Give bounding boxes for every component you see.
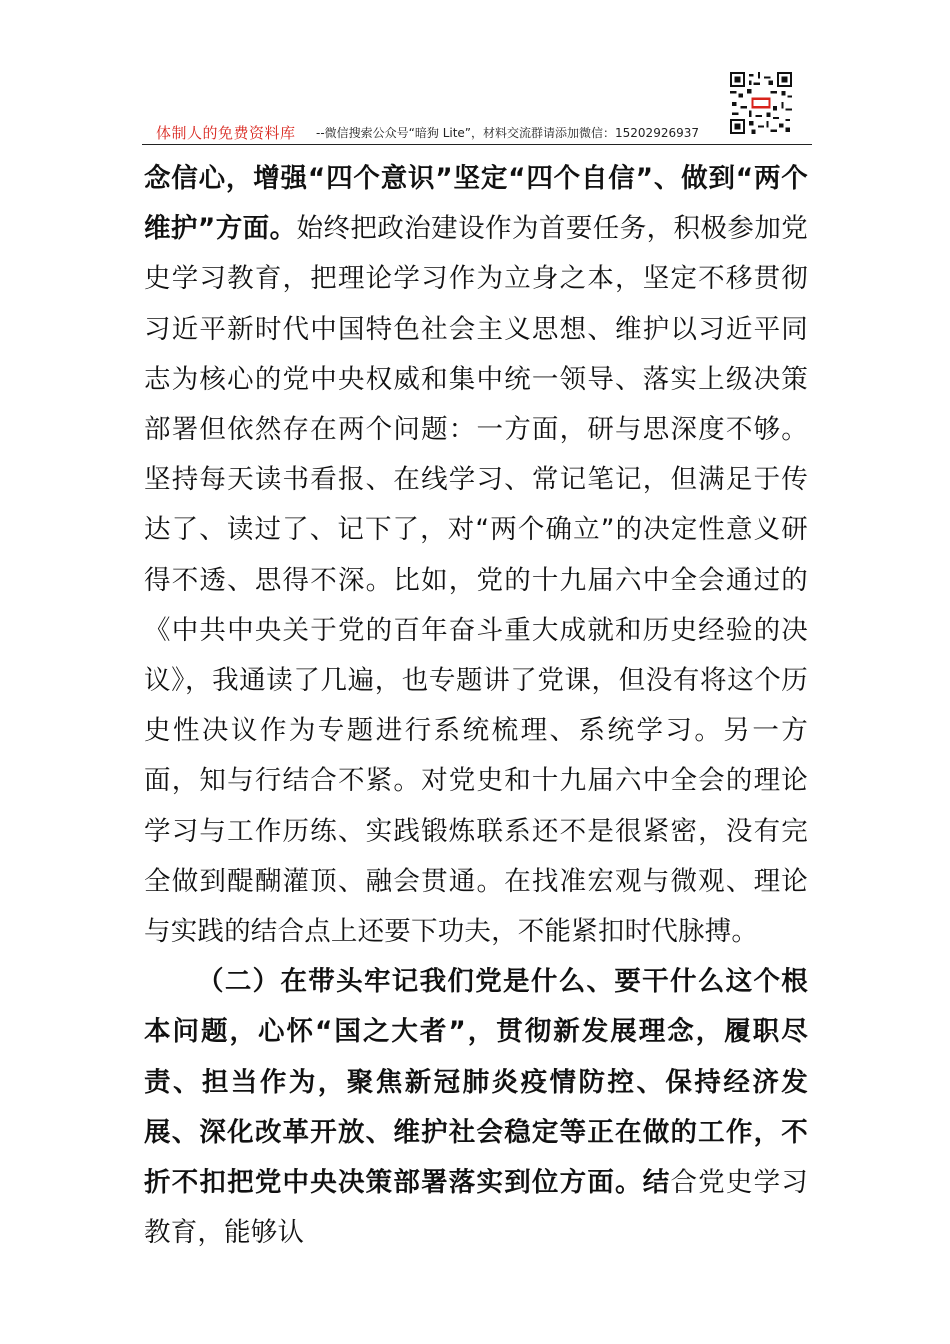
paragraph-1 bbox=[144, 154, 808, 957]
paragraph-2 bbox=[144, 957, 808, 1258]
page-header bbox=[142, 70, 812, 146]
paragraph-2-heading: （二）在带头牢记我们党是什么、要干什么这个根本问题，心怀“国之大者”，贯彻新发展理念，履职尽责、担当作为，聚焦新冠肺炎疫情防控、保持经济发展、深化改革开放、维护社会稳定等正在做的工作，不折不扣把党中央决策部署落实到位方面。结 bbox=[144, 966, 808, 1199]
document-body bbox=[144, 154, 808, 1258]
qr-code-icon bbox=[730, 72, 792, 134]
paragraph-1-text: 始终把政治建设作为首要任务，积极参加党史学习教育，把理论学习作为立身之本，坚定不移贯彻习近平新时代中国特色社会主义思想、维护以习近平同志为核心的党中央权威和集中统一领导、落实上级决策部署但依然存在两个问题：一方面，研与思深度不够。坚持每天读书看报、在线学习、常记笔记，但满足于传达了、读过了、记下了，对“两个确立”的决定性意义研得不透、思得不深。比如，党的十九届六中全会通过的《中共中央关于党的百年奋斗重大成就和历史经验的决议》，我通读了几遍，也专题讲了党课，但没有将这个历史性决议作为专题进行系统梳理、系统学习。另一方面，知与行结合不紧。对党史和十九届六中全会的理论学习与工作历练、实践锻炼联系还不是很紧密，没有完全做到醍醐灌顶、融会贯通。在找准宏观与微观、理论与实践的结合点上还要下功夫，不能紧扣时代脉搏。 bbox=[144, 213, 808, 948]
paragraph-1-heading: 念信心，增强“四个意识”坚定“四个自信”、做到“两个维护”方面。 bbox=[144, 163, 808, 245]
paragraph-2-text: 合党史学习教育，能够认 bbox=[144, 1167, 809, 1249]
header-title: 体制人的免费资料库 bbox=[156, 124, 296, 142]
header-note: --微信搜索公众号“暗狗 Lite”，材料交流群请添加微信：15202926937 bbox=[316, 126, 699, 140]
header-divider bbox=[142, 144, 812, 145]
